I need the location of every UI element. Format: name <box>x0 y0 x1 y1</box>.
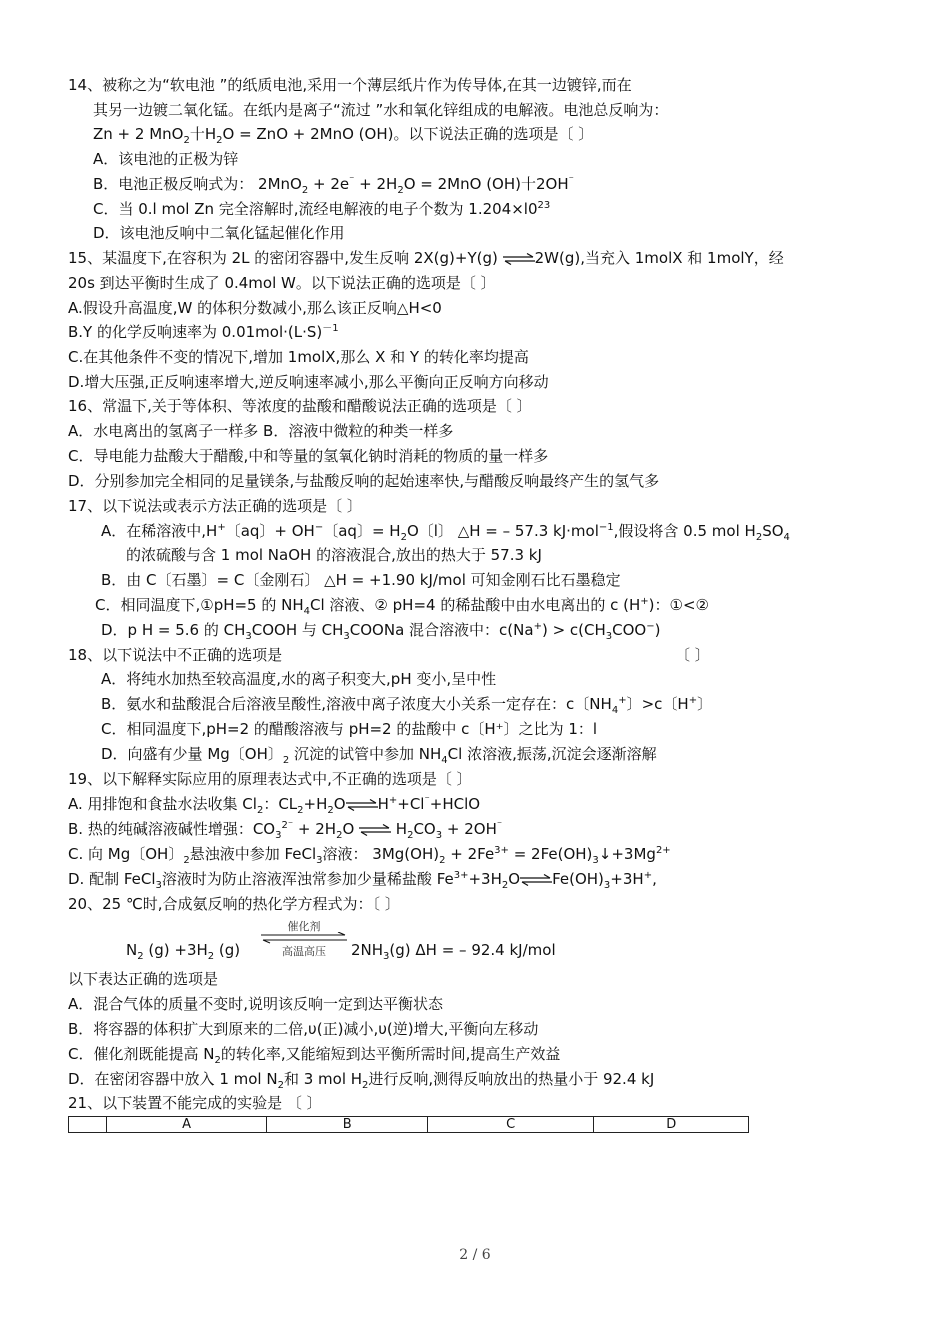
q19-option-c: C. 向 Mg〔OH〕$_2$悬浊液中参加 FeCl$_3$溶液： $3Mg(OH)_2 + 2Fe^{3+}$ = $2Fe(OH)_3↓+3Mg^{2+}$ <box>68 845 671 866</box>
q18-option-a: A．将纯水加热至较高温度,水的离子积变大,pH 变小,呈中性 <box>101 670 497 688</box>
q14-option-a: A．该电池的正极为锌 <box>93 150 239 168</box>
table-header-cell: B <box>267 1117 428 1133</box>
q17-option-a: A．在稀溶液中,H+〔aq〕+ OH−〔aq〕= $H_2O$〔l〕 △H = – 57.3 kJ·mol$^{-1}$,假设将含 0.5 mol $H_2SO_4$ <box>101 522 790 543</box>
q17-option-c: C．相同温度下,①pH=5 的 $NH_4Cl$ 溶液、② pH=4 的稀盐酸中由水电离出的 c (H+)：①<② <box>95 596 709 617</box>
q14-option-c: C．当 0.l mol Zn 完全溶解时,流经电解液的电子个数为 $1.204\times l0^{23}$ <box>93 200 551 218</box>
q17-option-b: B．由 C〔石墨〕= C〔金刚石〕 △H = +1.90 kJ/mol 可知金刚石比石墨稳定 <box>101 571 621 589</box>
q20-option-c: C．催化剂既能提高 $N_2$的转化率,又能缩短到达平衡所需时间,提高生产效益 <box>68 1045 561 1066</box>
q16-stem: 16、常温下,关于等体积、等浓度的盐酸和醋酸说法正确的选项是〔 〕 <box>68 397 532 415</box>
q15-stem: 15、某温度下,在容积为 2L 的密闭容器中,发生反响 2X(g)+Y(g) 2W(g),当充入 1molX 和 1molY，经 <box>68 249 784 267</box>
q20-equation-left: $N_2$ $(g) +3H_2$ (g) <box>126 941 241 962</box>
q18-option-c: C．相同温度下,pH=2 的醋酸溶液与 pH=2 的盐酸中 c〔H⁺〕之比为 1：l <box>101 720 598 738</box>
q18-option-d: D．向盛有少量 Mg〔OH〕$_2$ 沉淀的试管中参加 $NH_4Cl$ 浓溶液,振荡,沉淀会逐渐溶解 <box>101 745 657 766</box>
table-header-cell: C <box>427 1117 594 1133</box>
q15-stem-2: 20s 到达平衡时生成了 0.4mol W。以下说法正确的选项是〔 〕 <box>68 274 496 292</box>
q20-equation-right: $2NH_3(g) \Delta H$ = – 92.4 kJ/mol <box>351 941 556 962</box>
table-header-cell: A <box>106 1117 267 1133</box>
q19-stem: 19、以下解释实际应用的原理表达式中,不正确的选项是〔 〕 <box>68 770 472 788</box>
page-number: 2 / 6 <box>459 1247 491 1263</box>
q17-option-d: D．p H = 5.6 的 $CH_3COOH$ 与 $CH_3COONa$ 混合溶液中：$c(Na^+) > c(CH_3COO^-)$ <box>101 621 661 642</box>
equilibrium-arrow-icon <box>520 874 552 886</box>
q16-option-ab: A．水电离出的氢离子一样多 B．溶液中微粒的种类一样多 <box>68 422 454 440</box>
q21-apparatus-table <box>68 1116 749 1133</box>
q19-option-d: D. 配制 FeCl$_3$溶液时为防止溶液浑浊常参加少量稀盐酸 $Fe^{3+}+3H_2O$ $Fe(OH)_3+3H^+$, <box>68 870 657 891</box>
q15-option-c: C.在其他条件不变的情况下,增加 1molX,那么 X 和 Y 的转化率均提高 <box>68 348 529 366</box>
table-header-cell <box>69 1117 107 1133</box>
q20-stem: 20、25 ℃时,合成氨反响的热化学方程式为：〔 〕 <box>68 895 400 913</box>
q14-option-d: D．该电池反响中二氧化锰起催化作用 <box>93 224 345 242</box>
equilibrium-arrow-icon <box>346 799 378 811</box>
q14-equation: Zn + 2 MnO$_2$十$H_2O$ = ZnO + 2MnO (OH)。以下说法正确的选项是〔 〕 <box>93 125 594 146</box>
q19-option-b: B. 热的纯碱溶液碱性增强：$CO_3^{2^-} + 2H_2O$ $H_2CO_3 + 2OH^{^-}$ <box>68 820 503 841</box>
q15-option-a: A.假设升高温度,W 的体积分数减小,那么该正反响△H<0 <box>68 299 442 317</box>
equilibrium-arrow-icon <box>503 253 535 265</box>
catalyst-label: 催化剂 <box>287 920 321 933</box>
high-temp-pressure-label: 高温高压 <box>282 945 326 958</box>
q14-stem: 14、被称之为“软电池 ”的纸质电池,采用一个薄层纸片作为传导体,在其一边镀锌,而在 <box>68 76 632 94</box>
q18-stem: 18、以下说法中不正确的选项是 <box>68 646 283 664</box>
q15-option-b: B.Y 的化学反响速率为 $0.01mol\cdot(L\cdot S)^{-1}$ <box>68 323 339 341</box>
q17-option-a-cont: 的浓硫酸与含 1 mol NaOH 的溶液混合,放出的热大于 57.3 kJ <box>126 546 542 564</box>
q20-option-b: B．将容器的体积扩大到原来的二倍,υ(正)减小,υ(逆)增大,平衡向左移动 <box>68 1020 539 1038</box>
equilibrium-arrow-icon <box>359 824 391 836</box>
table-header-cell: D <box>594 1117 749 1133</box>
q18-answer-bracket: 〔 〕 <box>675 646 710 664</box>
q14-option-b: B．电池正极反响式为： $2MnO_2 + 2e^{^-} + 2H_2O = 2MnO$ (OH)十2OH⁻ <box>93 175 574 196</box>
q15-option-d: D.增大压强,正反响速率增大,逆反响速率减小,那么平衡向正反响方向移动 <box>68 373 549 391</box>
q21-stem: 21、以下装置不能完成的实验是 〔 〕 <box>68 1094 322 1112</box>
q16-option-c: C．导电能力盐酸大于醋酸,中和等量的氢氧化钠时消耗的物质的量一样多 <box>68 447 549 465</box>
q16-option-d: D．分别参加完全相同的足量镁条,与盐酸反响的起始速率快,与醋酸反响最终产生的氢气多 <box>68 472 660 490</box>
q20-option-a: A．混合气体的质量不变时,说明该反响一定到达平衡状态 <box>68 995 444 1013</box>
q17-stem: 17、以下说法或表示方法正确的选项是〔 〕 <box>68 497 362 515</box>
table-row <box>69 1117 749 1133</box>
q20-stem-2: 以下表达正确的选项是 <box>68 970 219 988</box>
q14-stem-2: 其另一边镀二氧化锰。在纸内是离子“流过 ”水和氧化锌组成的电解液。电池总反响为： <box>93 101 669 119</box>
q20-option-d: D．在密闭容器中放入 1 mol $N_2$和 3 mol $H_2$进行反响,测得反响放出的热量小于 92.4 kJ <box>68 1070 655 1091</box>
q19-option-a: A. 用排饱和食盐水法收集 $Cl_2$：$CL_2+H_2O$ H++Cl⁻+HClO <box>68 795 481 816</box>
q18-option-b: B．氨水和盐酸混合后溶液呈酸性,溶液中离子浓度大小关系一定存在：c〔$NH_4^+$〕>c〔H+〕 <box>101 695 713 716</box>
